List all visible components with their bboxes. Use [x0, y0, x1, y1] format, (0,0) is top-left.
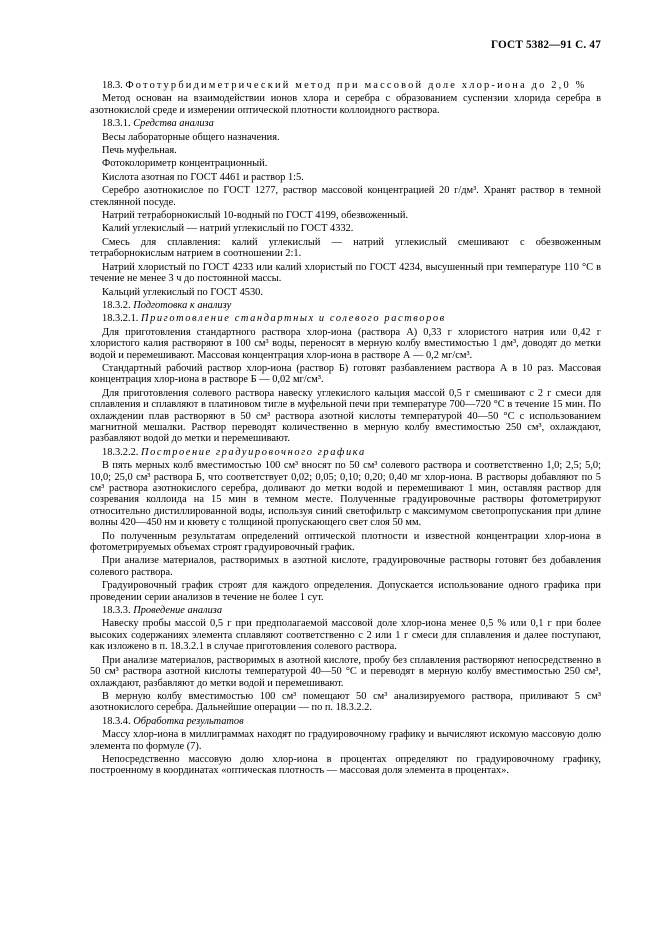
section-number: 18.3.3. — [102, 605, 131, 617]
paragraph: Для приготовления солевого раствора навеску углекислого кальция массой 0,5 г смешивают с 2 г смеси для сплавления и сплавляют в платиновом тигле в муфельной печи при температуре 700—720 °C в течение 15 мин. По охлаждении плав растворяют в 50 см³ раствора азотной кислоты температурой 40—50 °C с использованием магнитной мешалки. Раствор переводят количественно в мерную колбу вместимостью 250 см³, охлаждают, разбавляют водой до метки и перемешивают. — [90, 387, 601, 445]
means-item: Кальций углекислый по ГОСТ 4530. — [102, 286, 263, 298]
means-item: Фотоколориметр концентрационный. — [102, 158, 268, 170]
page-header: ГОСТ 5382—91 С. 47 — [490, 39, 601, 51]
section-title: Средства анализа — [133, 118, 214, 130]
paragraph: Массу хлор-иона в миллиграммах находят по градуировочному графику и вычисляют искомую массовую долю элемента по формуле (7). — [90, 729, 601, 752]
paragraph: При анализе материалов, растворимых в азотной кислоте, пробу без сплавления растворяют непосредственно в 50 см³ раствора азотной кислоты температурой 40—50 °C и переводят в мерную колбу вместимостью 250 см³, охлаждают, разбавляют до метки водой и перемешивают. — [90, 654, 601, 689]
section-18-3-2-1-heading — [90, 313, 601, 324]
means-item: Калий углекислый — натрий углекислый по ГОСТ 4332. — [102, 223, 354, 235]
means-item: Смесь для сплавления: калий углекислый — натрий углекислый смешивают с обезвоженным тетраборнокислым натрием в соотношении 2:1. — [90, 236, 601, 260]
document-body — [90, 80, 601, 779]
section-title: Подготовка к анализу — [133, 299, 232, 311]
section-number: 18.3.1. — [102, 118, 131, 130]
paragraph: Непосредственно массовую долю хлор-иона в процентах определяют по градуировочному графику, построенному в координатах «оптическая плотность — массовая доля элемента в процентах». — [90, 753, 601, 777]
means-item: Натрий хлористый по ГОСТ 4233 или калий хлористый по ГОСТ 4234, высушенный при температуре 110 °C в течение не менее 3 ч до постоянной массы. — [90, 261, 601, 285]
section-18-3-heading — [90, 80, 601, 91]
paragraph: В мерную колбу вместимостью 100 см³ помещают 50 см³ анализируемого раствора, приливают 5 см³ азотнокислого серебра. Дальнейшие операции — по п. 18.3.2.2. — [90, 690, 601, 714]
section-number: 18.3.2.1. — [102, 313, 139, 325]
paragraph: Стандартный рабочий раствор хлор-иона (раствор Б) готовят разбавлением раствора А в 10 раз. Массовая концентрация хлор-иона в растворе Б — 0,02 мг/см³. — [90, 362, 601, 386]
means-item: Печь муфельная. — [102, 145, 177, 157]
section-18-3-2-heading — [90, 300, 601, 311]
paragraph: Градуировочный график строят для каждого определения. Допускается использование одного графика при проведении серии анализов в течение не более 1 сут. — [90, 580, 601, 603]
means-item: Серебро азотнокислое по ГОСТ 1277, раствор массовой концентрацией 20 г/дм³. Хранят раствор в темной стеклянной посуде. — [90, 185, 601, 208]
section-number: 18.3.2.2. — [102, 446, 139, 458]
section-18-3-1-heading — [90, 118, 601, 129]
paragraph: Метод основан на взаимодействии ионов хлора и серебра с образованием суспензии хлорида серебра в азотнокислой среде и измерении оптической плотности коллоидного раствора. — [90, 93, 601, 116]
section-title: Приготовление стандартных и солевого растворов — [140, 313, 446, 325]
section-18-3-2-2-heading — [90, 447, 601, 458]
section-number: 18.3.2. — [102, 299, 131, 311]
paragraph: Навеску пробы массой 0,5 г при предполагаемой массовой доле хлор-иона менее 0,5 % или 0,1 г при более высоких содержаниях элемента сплавляют соответственно с 2 или 1 г смеси для сплавления и далее поступают, как изложено в п. 18.3.2.1 в случае приготовления солевого раствора. — [90, 618, 601, 653]
paragraph: Для приготовления стандартного раствора хлор-иона (раствора А) 0,33 г хлористого натрия или 0,42 г хлористого калия растворяют в 100 см³ воды, переносят в мерную колбу вместимостью 1 дм³, доводят до метки водой и перемешивают. Массовая концентрация хлор-иона в растворе А — 0,2 мг/см³. — [90, 326, 601, 361]
section-number: 18.3.4. — [102, 715, 131, 727]
paragraph: По полученным результатам определений оптической плотности и известной концентрации хлор-иона в фотометрируемых объемах строят градуировочный график. — [90, 530, 601, 554]
means-item: Кислота азотная по ГОСТ 4461 и раствор 1:5. — [102, 171, 304, 183]
section-18-3-3-heading — [90, 605, 601, 616]
section-18-3-4-heading — [90, 716, 601, 727]
paragraph: В пять мерных колб вместимостью 100 см³ вносят по 50 см³ солевого раствора и соответственно 1,0; 2,5; 5,0; 10,0; 25,0 см³ раствора Б, что соответствует 0,02; 0,05; 0,10; 0,20; 0,40 мг хлор-иона. В растворы добавляют по 5 см³ раствора азотнокислого серебра, доливают до метки водой и перемешивают 1 мин, оставляя раствор для созревания коллоида на 15 мин в темном месте. Полученные градуировочные растворы фотометрируют относительно дистиллированной воды, используя синий светофильтр с максимумом светопропускания при длине волны 420—450 нм и кювету с толщиной пропускающего свет слоя 50 мм. — [90, 460, 601, 529]
section-title: Построение градуировочного графика — [140, 446, 366, 458]
section-title: Фототурбидиметрический метод при массовой доле хлор-иона до 2,0 % — [125, 80, 587, 91]
means-item: Весы лабораторные общего назначения. — [102, 131, 280, 143]
section-number: 18.3. — [102, 80, 123, 91]
means-item: Натрий тетраборнокислый 10-водный по ГОСТ 4199, обезвоженный. — [102, 210, 409, 222]
section-title: Проведение анализа — [133, 605, 223, 617]
section-title: Обработка результатов — [133, 715, 244, 727]
paragraph: При анализе материалов, растворимых в азотной кислоте, градуировочные растворы готовят без добавления солевого раствора. — [90, 555, 601, 578]
